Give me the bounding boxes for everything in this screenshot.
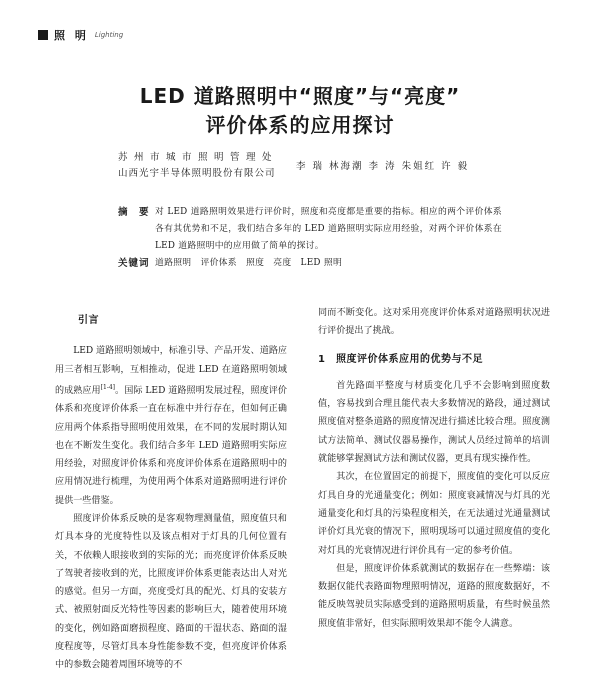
intro-paragraph-2: 照度评价体系反映的是客观物理测量值，照度值只和灯具本身的光度特性以及该点相对于灯具的几何位置有关，不依赖人眼接收到的实际的光；而亮度评价体系反映了驾驶者接收到的光，比照度评价体系更能表达出人对光的感觉。但另一方面，亮度受灯具的配光、灯具的安装方式、被照射面反光特性等因素的影响巨大，随着使用环境的变化，例如路面磨损程度、路面的干湿状态、路面的湿度程度等，尽管灯具本身性能参数不变，但亮度评价体系中的参数会随着周围环境等的不 (55, 514, 287, 671)
section-1-heading: 1 照度评价体系应用的优势与不足 (318, 353, 483, 365)
keywords-text: 道路照明 评价体系 照度 亮度 LED 照明 (155, 258, 343, 268)
title-line-1: LED 道路照明中“照度”与“亮度” (139, 84, 461, 108)
header-section-cn: 照 明 (54, 29, 89, 42)
intro-citation: [1-4] (100, 383, 116, 391)
right-paragraph-0: 同而不断变化。这对采用亮度评价体系对道路照明状况进行评价提出了挑战。 (318, 308, 550, 337)
intro-paragraph-1 (55, 342, 287, 510)
running-header (38, 27, 123, 43)
keywords-row (118, 255, 502, 272)
abstract-block (118, 204, 502, 272)
authors: 李 瑞 林海潮 李 涛 朱姐红 许 毅 (296, 161, 470, 172)
affiliation-block (118, 150, 288, 182)
header-section-en: Lighting (94, 31, 124, 39)
abstract-label: 摘 要 (118, 207, 150, 218)
keywords-label: 关键词 (118, 258, 150, 269)
title-line-2: 评价体系的应用探讨 (205, 113, 395, 137)
left-column (55, 296, 287, 675)
section-1-paragraph-1: 首先路面平整度与材质变化几乎不会影响到照度数值，容易找到合理且能代表大多数情况的路段，通过测试照度值对整条道路的照度情况进行描述比较合理。照度测试方法简单、测试仪器易操作，测试人员经过简单的培训就能够掌握测试方法和测试仪器，更具有现实操作性。 (318, 380, 550, 465)
section-1-paragraph-3: 但是，照度评价体系就测试的数据存在一些弊端：该数据仅能代表路面物理照明情况，道路的照度数据好，不能反映驾驶员实际感受到的道路照明质量，有些时候虽然照度值非常好，但实际照明效果却不能令人满意。 (318, 563, 550, 629)
intro-heading: 引言 (78, 315, 99, 326)
header-mark-icon (38, 30, 48, 40)
right-column (318, 304, 550, 633)
affiliation-line-2: 山西光宇半导体照明股份有限公司 (118, 168, 276, 179)
abstract-text: 对 LED 道路照明效果进行评价时，照度和亮度都是重要的指标。相应的两个评价体系各有其优势和不足，我们结合多年的 LED 道路照明实际应用经验，对两个评价体系在 LED 道路照明中的应用做了简单的探讨。 (155, 207, 502, 251)
section-1-paragraph-2: 其次，在位置固定的前提下，照度值的变化可以反应灯具自身的光通量变化；例如：照度衰减情况与灯具的光通量变化和灯具的污染程度相关，在无法通过光通量测试评价灯具光衰的情况下，照明现场可以通过照度值的变化对灯具的光衰情况进行评价具有一定的参考价值。 (318, 472, 550, 556)
affiliation-line-1: 苏州市城市照明管理处 (118, 152, 279, 163)
intro-p1-cont: 。国际 LED 道路照明发展过程，照度评价体系和亮度评价体系一直在标准中并行存在，但如何正确应用两个体系指导照明使用效果，在不同的发展时期认知也在不断发生变化。我们结合多年 LED 道路照明实际应用经验，对照度评价体系和亮度评价体系在道路照明中的应用情况进行梳理，为使用两个体系对道路照明进行评价提供一些借鉴。 (55, 385, 287, 506)
abstract-row (118, 204, 502, 255)
intro-p1-text: LED 道路照明领域中，标准引导、产品开发、道路应用三者相互影响，互相推动，促进 LED 在道路照明领域的成熟应用 (55, 346, 288, 396)
